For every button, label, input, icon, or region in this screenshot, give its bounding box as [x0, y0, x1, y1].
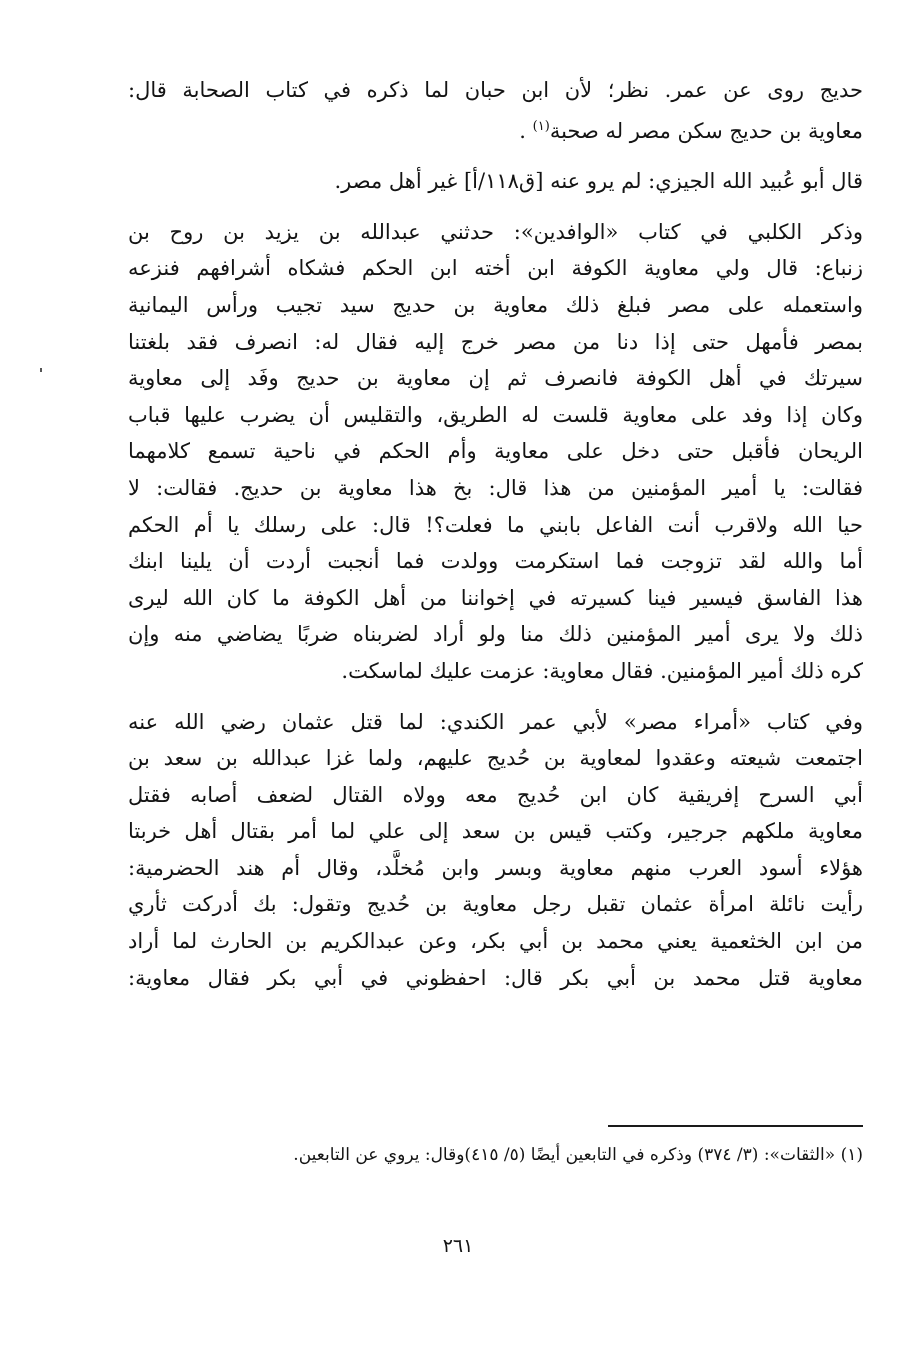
text-line: هذا الفاسق فيسير فينا كسيرته في إخواننا من أهل الكوفة ما كان الله ليرى	[128, 585, 863, 610]
text-line: الريحان فأقبل حتى دخل على معاوية وأم الحكم في ناحية تسمع كلامهما	[128, 439, 863, 464]
text-line: وكان إذا وفد على معاوية قلست له الطريق، والتقليس أن يضرب عليها قباب	[128, 402, 863, 427]
text-line: هؤلاء أسود العرب منهم معاوية وبسر وابن مُخلَّد، وقال أم هند الحضرمية:	[128, 855, 863, 880]
text-line: سيرتك في أهل الكوفة فانصرف ثم إن معاوية بن حديج وفَد إلى معاوية	[128, 366, 863, 391]
text-line: قال أبو عُبيد الله الجيزي: لم يرو عنه [ق١١٨/أ] غير أهل مصر.	[334, 169, 863, 194]
sentence-end: .	[519, 118, 526, 143]
page-body	[128, 72, 863, 1010]
text-line: أبي السرح إفريقية كان ابن حُديج معه وولاه القتال لضعف أصابه فقتل	[128, 782, 863, 807]
text-line: زنباع: قال ولي معاوية الكوفة ابن أخته ابن الحكم فشكاه أشرافهم فنزعه	[128, 256, 863, 281]
text-line: وذكر الكلبي في كتاب «الوافدين»: حدثني عبدالله بن يزيد بن روح بن	[128, 219, 863, 244]
text-line: اجتمعت شيعته وعقدوا لمعاوية بن حُديج عليهم، ولما غزا عبدالله بن سعد بن	[128, 746, 863, 771]
text-line: كره ذلك أمير المؤمنين. فقال معاوية: عزمت عليك لماسكت.	[341, 658, 863, 683]
paragraph-1	[128, 72, 863, 149]
text-line: واستعمله على مصر فبلغ ذلك معاوية بن حديج سيد تجيب ورأس اليمانية	[128, 292, 863, 317]
footnote: (١) «الثقات»: (٣/ ٣٧٤) وذكره في التابعين أيضًا (٥/ ٤١٥)وقال: يروي عن التابعين.	[293, 1145, 863, 1165]
page-number: ٢٦١	[442, 1235, 474, 1257]
text-line: حديج روى عن عمر. نظر؛ لأن ابن حبان لما ذكره في كتاب الصحابة قال:	[128, 78, 863, 102]
text-line: معاوية قتل محمد بن أبي بكر قال: احفظوني في أبي بكر فقال معاوية:	[128, 965, 863, 990]
text-line-content: معاوية بن حديج سكن مصر له صحبة	[549, 118, 863, 143]
text-line: بمصر فأمهل حتى إذا دنا من مصر خرج إليه فقال له: انصرف فقد بلغتنا	[128, 329, 863, 354]
text-line: ذلك ولا يرى أمير المؤمنين ذلك منا ولو أراد لضربناه ضربًا يضاضي منه وإن	[128, 622, 863, 647]
margin-mark	[40, 368, 42, 372]
paragraph-4	[128, 704, 863, 997]
text-line: رأيت نائلة امرأة عثمان تقبل رجل معاوية بن حُديج وتقول: بك أدركت ثأري	[128, 892, 863, 917]
text-line: حيا الله ولاقرب أنت الفاعل بابني ما فعلت؟! قال: على رسلك يا أم الحكم	[128, 512, 863, 537]
text-line: من ابن الخثعمية يعني محمد بن أبي بكر، وعن عبدالكريم بن الحارث لما أراد	[128, 929, 863, 954]
text-line: وفي كتاب «أمراء مصر» لأبي عمر الكندي: لما قتل عثمان رضي الله عنه	[128, 709, 863, 734]
footnote-reference: (١)	[532, 118, 550, 134]
paragraph-2	[128, 163, 863, 200]
footnote-divider	[608, 1125, 863, 1127]
text-line: فقالت: يا أمير المؤمنين من هذا قال: بخ هذا معاوية بن حديج. فقالت: لا	[128, 475, 863, 500]
paragraph-3	[128, 214, 863, 690]
text-line: معاوية ملكهم جرجير، وكتب قيس بن سعد إلى علي لما أمر بقتال أهل خربتا	[128, 819, 863, 844]
text-line	[128, 109, 863, 150]
text-line: أما والله لقد تزوجت فما استكرمت وولدت فما أنجبت أردت أن يلينا ابنك	[128, 549, 863, 574]
